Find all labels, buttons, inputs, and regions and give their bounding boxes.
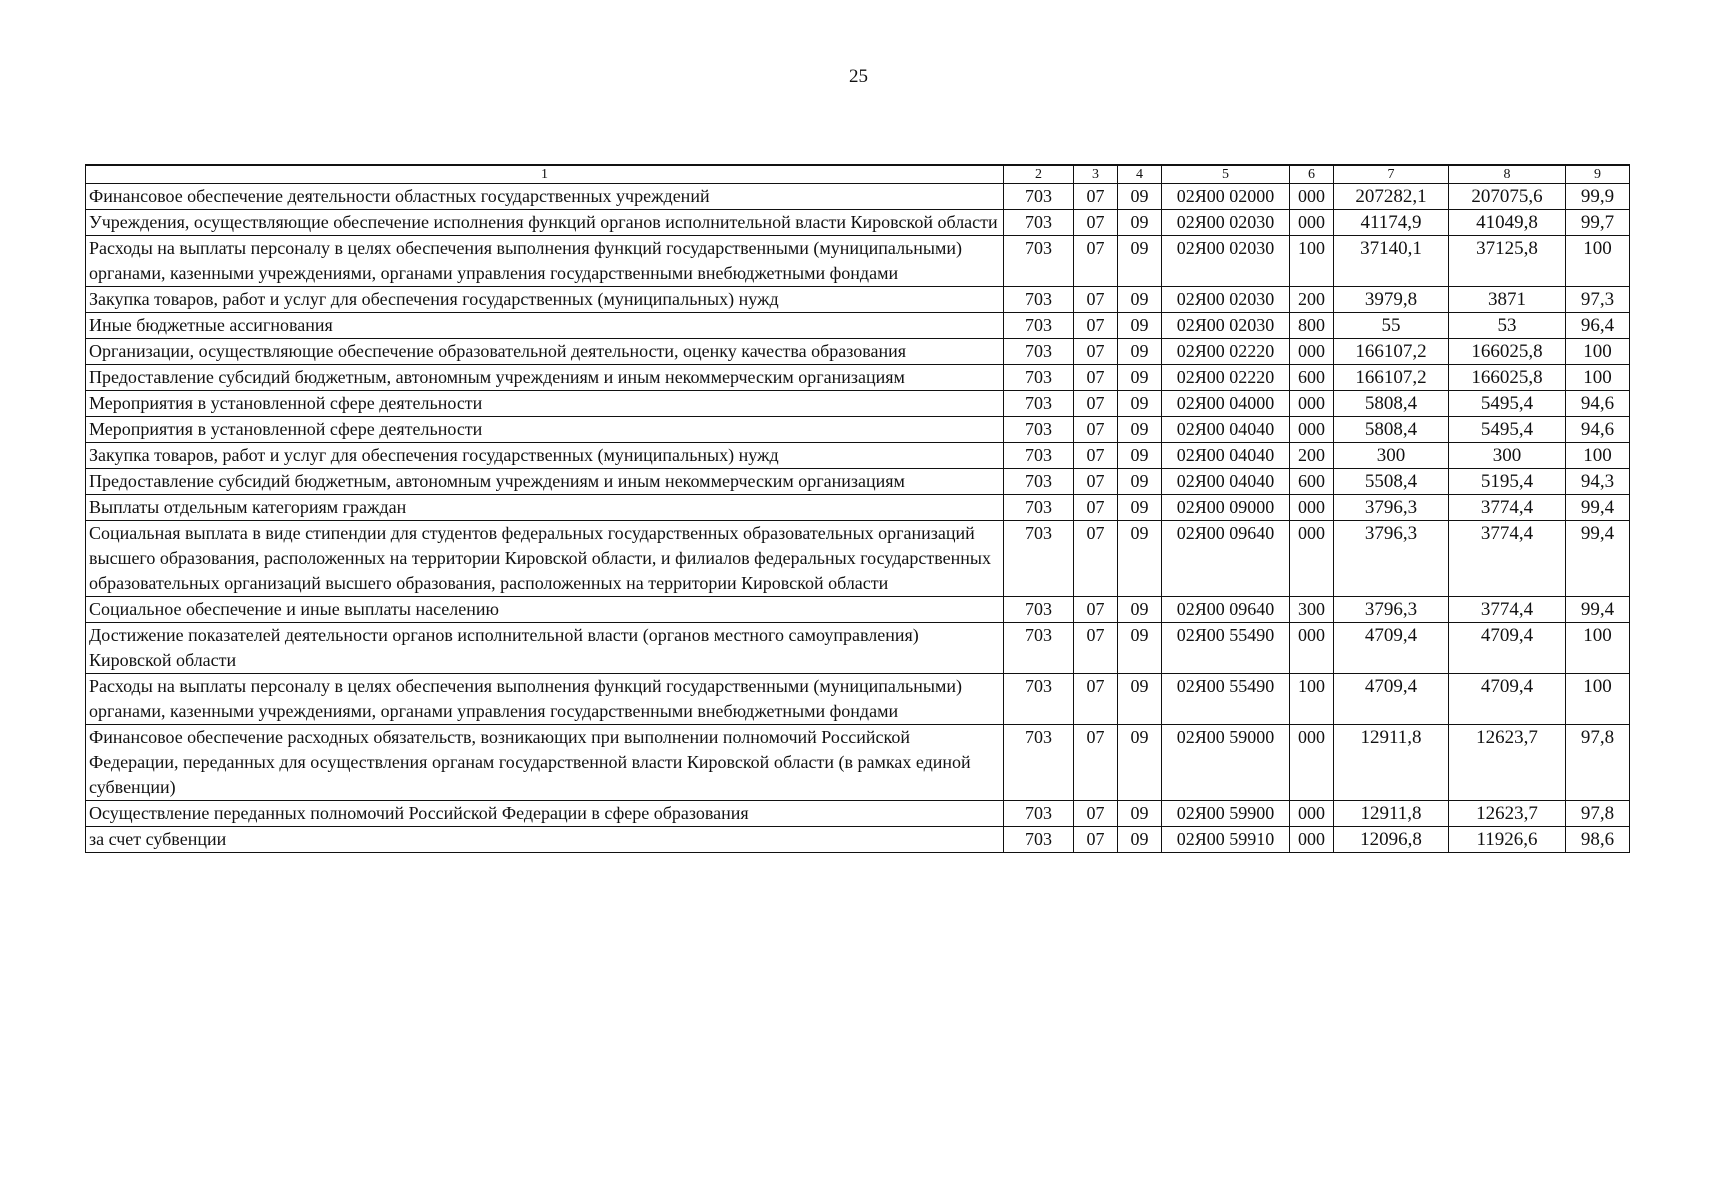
budget-table [85, 164, 1630, 853]
subsection-cell: 09 [1118, 674, 1162, 725]
expense-type-cell: 800 [1290, 313, 1334, 339]
admin-code-cell: 703 [1004, 495, 1074, 521]
target-article-cell: 02Я00 04040 [1162, 417, 1290, 443]
execution-percent-cell: 97,8 [1566, 801, 1630, 827]
expense-type-cell: 000 [1290, 495, 1334, 521]
admin-code-cell: 703 [1004, 674, 1074, 725]
planned-amount-cell: 4709,4 [1334, 674, 1449, 725]
admin-code-cell: 703 [1004, 313, 1074, 339]
row-name-cell: Финансовое обеспечение расходных обязательств, возникающих при выполнении полномочий Российской Федерации, переданных для осуществления органам государственной власти Кировской области (в рамках единой субвенции) [86, 725, 1004, 801]
table-row [86, 725, 1630, 801]
admin-code-cell: 703 [1004, 365, 1074, 391]
expense-type-cell: 600 [1290, 469, 1334, 495]
execution-percent-cell: 100 [1566, 443, 1630, 469]
target-article-cell: 02Я00 04000 [1162, 391, 1290, 417]
table-row [86, 236, 1630, 287]
target-article-cell: 02Я00 59900 [1162, 801, 1290, 827]
row-name-cell: Учреждения, осуществляющие обеспечение исполнения функций органов исполнительной власти Кировской области [86, 210, 1004, 236]
expense-type-cell: 000 [1290, 623, 1334, 674]
subsection-cell: 09 [1118, 623, 1162, 674]
planned-amount-cell: 4709,4 [1334, 623, 1449, 674]
admin-code-cell: 703 [1004, 339, 1074, 365]
execution-percent-cell: 100 [1566, 339, 1630, 365]
planned-amount-cell: 300 [1334, 443, 1449, 469]
row-name-cell: Предоставление субсидий бюджетным, автономным учреждениям и иным некоммерческим организациям [86, 469, 1004, 495]
row-name-cell: Социальная выплата в виде стипендии для студентов федеральных государственных образовательных организаций высшего образования, расположенных на территории Кировской области, и филиалов федеральных государственных образовательных организаций высшего образования, расположенных на территории Кировской области [86, 521, 1004, 597]
target-article-cell: 02Я00 59000 [1162, 725, 1290, 801]
row-name-cell: Закупка товаров, работ и услуг для обеспечения государственных (муниципальных) нужд [86, 287, 1004, 313]
section-cell: 07 [1074, 184, 1118, 210]
table-row [86, 827, 1630, 853]
planned-amount-cell: 166107,2 [1334, 365, 1449, 391]
subsection-cell: 09 [1118, 443, 1162, 469]
section-cell: 07 [1074, 827, 1118, 853]
target-article-cell: 02Я00 04040 [1162, 469, 1290, 495]
planned-amount-cell: 12911,8 [1334, 725, 1449, 801]
executed-amount-cell: 11926,6 [1449, 827, 1566, 853]
admin-code-cell: 703 [1004, 236, 1074, 287]
subsection-cell: 09 [1118, 339, 1162, 365]
target-article-cell: 02Я00 02030 [1162, 313, 1290, 339]
subsection-cell: 09 [1118, 469, 1162, 495]
target-article-cell: 02Я00 04040 [1162, 443, 1290, 469]
expense-type-cell: 000 [1290, 210, 1334, 236]
target-article-cell: 02Я00 02220 [1162, 339, 1290, 365]
planned-amount-cell: 12911,8 [1334, 801, 1449, 827]
admin-code-cell: 703 [1004, 210, 1074, 236]
column-header: 4 [1118, 165, 1162, 184]
row-name-cell: Расходы на выплаты персоналу в целях обеспечения выполнения функций государственными (муниципальными) органами, казенными учреждениями, органами управления государственными внебюджетными фондами [86, 674, 1004, 725]
executed-amount-cell: 4709,4 [1449, 623, 1566, 674]
admin-code-cell: 703 [1004, 184, 1074, 210]
planned-amount-cell: 12096,8 [1334, 827, 1449, 853]
table-row [86, 184, 1630, 210]
executed-amount-cell: 53 [1449, 313, 1566, 339]
table-row [86, 521, 1630, 597]
section-cell: 07 [1074, 287, 1118, 313]
executed-amount-cell: 3774,4 [1449, 521, 1566, 597]
column-number-row [86, 165, 1630, 184]
section-cell: 07 [1074, 236, 1118, 287]
section-cell: 07 [1074, 443, 1118, 469]
executed-amount-cell: 166025,8 [1449, 365, 1566, 391]
subsection-cell: 09 [1118, 495, 1162, 521]
admin-code-cell: 703 [1004, 391, 1074, 417]
table-row [86, 597, 1630, 623]
execution-percent-cell: 97,8 [1566, 725, 1630, 801]
expense-type-cell: 200 [1290, 443, 1334, 469]
section-cell: 07 [1074, 725, 1118, 801]
executed-amount-cell: 3774,4 [1449, 495, 1566, 521]
table-row [86, 674, 1630, 725]
executed-amount-cell: 3774,4 [1449, 597, 1566, 623]
section-cell: 07 [1074, 417, 1118, 443]
expense-type-cell: 000 [1290, 801, 1334, 827]
column-header: 2 [1004, 165, 1074, 184]
section-cell: 07 [1074, 313, 1118, 339]
expense-type-cell: 000 [1290, 417, 1334, 443]
row-name-cell: Финансовое обеспечение деятельности областных государственных учреждений [86, 184, 1004, 210]
row-name-cell: за счет субвенции [86, 827, 1004, 853]
execution-percent-cell: 100 [1566, 236, 1630, 287]
execution-percent-cell: 94,6 [1566, 417, 1630, 443]
planned-amount-cell: 3796,3 [1334, 495, 1449, 521]
admin-code-cell: 703 [1004, 443, 1074, 469]
subsection-cell: 09 [1118, 597, 1162, 623]
executed-amount-cell: 37125,8 [1449, 236, 1566, 287]
subsection-cell: 09 [1118, 287, 1162, 313]
row-name-cell: Организации, осуществляющие обеспечение образовательной деятельности, оценку качества образования [86, 339, 1004, 365]
executed-amount-cell: 12623,7 [1449, 801, 1566, 827]
row-name-cell: Иные бюджетные ассигнования [86, 313, 1004, 339]
section-cell: 07 [1074, 365, 1118, 391]
table-row [86, 495, 1630, 521]
table-row [86, 339, 1630, 365]
subsection-cell: 09 [1118, 210, 1162, 236]
executed-amount-cell: 5195,4 [1449, 469, 1566, 495]
row-name-cell: Достижение показателей деятельности органов исполнительной власти (органов местного самоуправления) Кировской области [86, 623, 1004, 674]
section-cell: 07 [1074, 469, 1118, 495]
planned-amount-cell: 166107,2 [1334, 339, 1449, 365]
section-cell: 07 [1074, 597, 1118, 623]
subsection-cell: 09 [1118, 313, 1162, 339]
execution-percent-cell: 94,3 [1566, 469, 1630, 495]
admin-code-cell: 703 [1004, 521, 1074, 597]
planned-amount-cell: 41174,9 [1334, 210, 1449, 236]
execution-percent-cell: 100 [1566, 623, 1630, 674]
subsection-cell: 09 [1118, 391, 1162, 417]
execution-percent-cell: 99,4 [1566, 495, 1630, 521]
execution-percent-cell: 99,4 [1566, 521, 1630, 597]
execution-percent-cell: 99,7 [1566, 210, 1630, 236]
planned-amount-cell: 55 [1334, 313, 1449, 339]
admin-code-cell: 703 [1004, 623, 1074, 674]
table-row [86, 623, 1630, 674]
expense-type-cell: 100 [1290, 236, 1334, 287]
admin-code-cell: 703 [1004, 827, 1074, 853]
table-row [86, 443, 1630, 469]
subsection-cell: 09 [1118, 365, 1162, 391]
subsection-cell: 09 [1118, 725, 1162, 801]
execution-percent-cell: 99,4 [1566, 597, 1630, 623]
expense-type-cell: 300 [1290, 597, 1334, 623]
column-header: 7 [1334, 165, 1449, 184]
row-name-cell: Социальное обеспечение и иные выплаты населению [86, 597, 1004, 623]
executed-amount-cell: 12623,7 [1449, 725, 1566, 801]
subsection-cell: 09 [1118, 184, 1162, 210]
admin-code-cell: 703 [1004, 287, 1074, 313]
target-article-cell: 02Я00 02030 [1162, 287, 1290, 313]
row-name-cell: Расходы на выплаты персоналу в целях обеспечения выполнения функций государственными (муниципальными) органами, казенными учреждениями, органами управления государственными внебюджетными фондами [86, 236, 1004, 287]
target-article-cell: 02Я00 02030 [1162, 236, 1290, 287]
expense-type-cell: 100 [1290, 674, 1334, 725]
target-article-cell: 02Я00 09640 [1162, 521, 1290, 597]
table-row [86, 801, 1630, 827]
column-header: 6 [1290, 165, 1334, 184]
expense-type-cell: 600 [1290, 365, 1334, 391]
column-header: 8 [1449, 165, 1566, 184]
row-name-cell: Мероприятия в установленной сфере деятельности [86, 391, 1004, 417]
subsection-cell: 09 [1118, 417, 1162, 443]
expense-type-cell: 000 [1290, 184, 1334, 210]
expense-type-cell: 000 [1290, 827, 1334, 853]
admin-code-cell: 703 [1004, 725, 1074, 801]
subsection-cell: 09 [1118, 236, 1162, 287]
subsection-cell: 09 [1118, 801, 1162, 827]
table-row [86, 210, 1630, 236]
section-cell: 07 [1074, 801, 1118, 827]
subsection-cell: 09 [1118, 827, 1162, 853]
section-cell: 07 [1074, 674, 1118, 725]
target-article-cell: 02Я00 02220 [1162, 365, 1290, 391]
page-number: 25 [849, 66, 868, 87]
target-article-cell: 02Я00 09640 [1162, 597, 1290, 623]
executed-amount-cell: 5495,4 [1449, 391, 1566, 417]
execution-percent-cell: 96,4 [1566, 313, 1630, 339]
column-header: 9 [1566, 165, 1630, 184]
row-name-cell: Мероприятия в установленной сфере деятельности [86, 417, 1004, 443]
section-cell: 07 [1074, 210, 1118, 236]
planned-amount-cell: 37140,1 [1334, 236, 1449, 287]
planned-amount-cell: 5508,4 [1334, 469, 1449, 495]
row-name-cell: Выплаты отдельным категориям граждан [86, 495, 1004, 521]
admin-code-cell: 703 [1004, 469, 1074, 495]
executed-amount-cell: 300 [1449, 443, 1566, 469]
executed-amount-cell: 166025,8 [1449, 339, 1566, 365]
target-article-cell: 02Я00 09000 [1162, 495, 1290, 521]
subsection-cell: 09 [1118, 521, 1162, 597]
planned-amount-cell: 3796,3 [1334, 521, 1449, 597]
execution-percent-cell: 100 [1566, 674, 1630, 725]
table-row [86, 365, 1630, 391]
admin-code-cell: 703 [1004, 597, 1074, 623]
executed-amount-cell: 207075,6 [1449, 184, 1566, 210]
executed-amount-cell: 3871 [1449, 287, 1566, 313]
section-cell: 07 [1074, 623, 1118, 674]
expense-type-cell: 000 [1290, 521, 1334, 597]
execution-percent-cell: 94,6 [1566, 391, 1630, 417]
column-header: 1 [86, 165, 1004, 184]
column-header: 3 [1074, 165, 1118, 184]
admin-code-cell: 703 [1004, 417, 1074, 443]
table-row [86, 287, 1630, 313]
target-article-cell: 02Я00 55490 [1162, 674, 1290, 725]
executed-amount-cell: 5495,4 [1449, 417, 1566, 443]
table-row [86, 313, 1630, 339]
planned-amount-cell: 3796,3 [1334, 597, 1449, 623]
executed-amount-cell: 41049,8 [1449, 210, 1566, 236]
section-cell: 07 [1074, 521, 1118, 597]
table-row [86, 417, 1630, 443]
section-cell: 07 [1074, 391, 1118, 417]
executed-amount-cell: 4709,4 [1449, 674, 1566, 725]
execution-percent-cell: 98,6 [1566, 827, 1630, 853]
execution-percent-cell: 100 [1566, 365, 1630, 391]
row-name-cell: Закупка товаров, работ и услуг для обеспечения государственных (муниципальных) нужд [86, 443, 1004, 469]
target-article-cell: 02Я00 02030 [1162, 210, 1290, 236]
row-name-cell: Предоставление субсидий бюджетным, автономным учреждениям и иным некоммерческим организациям [86, 365, 1004, 391]
expense-type-cell: 000 [1290, 391, 1334, 417]
target-article-cell: 02Я00 55490 [1162, 623, 1290, 674]
target-article-cell: 02Я00 59910 [1162, 827, 1290, 853]
table-row [86, 391, 1630, 417]
table-row [86, 469, 1630, 495]
execution-percent-cell: 99,9 [1566, 184, 1630, 210]
planned-amount-cell: 207282,1 [1334, 184, 1449, 210]
expense-type-cell: 000 [1290, 725, 1334, 801]
target-article-cell: 02Я00 02000 [1162, 184, 1290, 210]
planned-amount-cell: 5808,4 [1334, 391, 1449, 417]
admin-code-cell: 703 [1004, 801, 1074, 827]
column-header: 5 [1162, 165, 1290, 184]
section-cell: 07 [1074, 339, 1118, 365]
expense-type-cell: 200 [1290, 287, 1334, 313]
expense-type-cell: 000 [1290, 339, 1334, 365]
planned-amount-cell: 5808,4 [1334, 417, 1449, 443]
row-name-cell: Осуществление переданных полномочий Российской Федерации в сфере образования [86, 801, 1004, 827]
section-cell: 07 [1074, 495, 1118, 521]
planned-amount-cell: 3979,8 [1334, 287, 1449, 313]
execution-percent-cell: 97,3 [1566, 287, 1630, 313]
